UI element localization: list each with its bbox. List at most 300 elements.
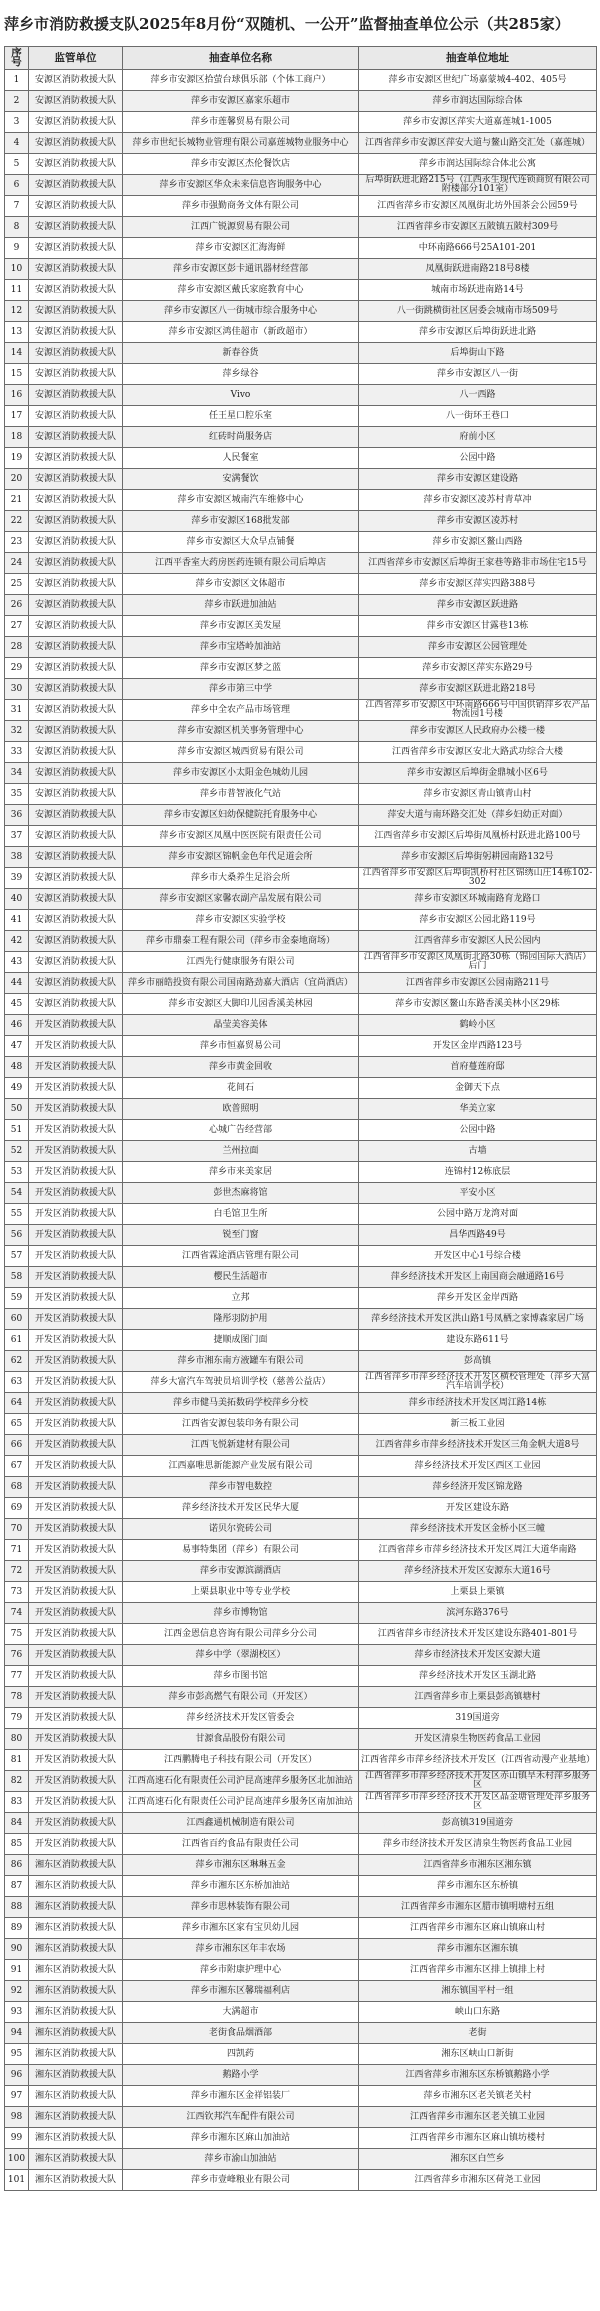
row-dept: 安源区消防救援大队: [29, 406, 123, 427]
row-dept: 开发区消防救援大队: [29, 1624, 123, 1645]
table-row: [5, 658, 597, 679]
row-unit-name: 晶莹美容美体: [123, 1015, 359, 1036]
table-row: [5, 1771, 597, 1792]
row-dept: 开发区消防救援大队: [29, 1540, 123, 1561]
row-index: 59: [5, 1288, 29, 1309]
row-dept: 安源区消防救援大队: [29, 742, 123, 763]
row-unit-name: 萍乡市湘东区馨瑞福利店: [123, 1981, 359, 2002]
row-address: 萍乡市安源区跃进北路218号: [359, 679, 597, 700]
table-row: [5, 1498, 597, 1519]
table-row: [5, 1330, 597, 1351]
table-row: [5, 2107, 597, 2128]
table-row: [5, 1939, 597, 1960]
table-row: [5, 1246, 597, 1267]
row-index: 79: [5, 1708, 29, 1729]
row-index: 92: [5, 1981, 29, 2002]
table-header-row: [5, 47, 597, 70]
table-row: [5, 91, 597, 112]
row-unit-name: 萍乡市博物馆: [123, 1603, 359, 1624]
row-unit-name: 上栗县职业中等专业学校: [123, 1582, 359, 1603]
table-row: [5, 721, 597, 742]
table-row: [5, 1813, 597, 1834]
row-dept: 开发区消防救援大队: [29, 1015, 123, 1036]
row-address: 彭高镇319国道旁: [359, 1813, 597, 1834]
row-dept: 安源区消防救援大队: [29, 721, 123, 742]
row-dept: 安源区消防救援大队: [29, 175, 123, 196]
table-row: [5, 217, 597, 238]
table-row: [5, 490, 597, 511]
table-row: [5, 1687, 597, 1708]
row-unit-name: 萍乡市湘东南方液罐车有限公司: [123, 1351, 359, 1372]
row-index: 5: [5, 154, 29, 175]
row-index: 30: [5, 679, 29, 700]
row-unit-name: 江西平香室大药房医药连锁有限公司后埠店: [123, 553, 359, 574]
row-address: 萍乡市安源区凌苏村青草冲: [359, 490, 597, 511]
row-dept: 开发区消防救援大队: [29, 1414, 123, 1435]
row-index: 41: [5, 910, 29, 931]
row-dept: 湘东区消防救援大队: [29, 2107, 123, 2128]
row-address: 公园中路: [359, 1120, 597, 1141]
table-row: [5, 700, 597, 721]
table-row: [5, 532, 597, 553]
row-unit-name: 萍乡市渝山加油站: [123, 2149, 359, 2170]
row-unit-name: 萍乡市安源区戴氏家庭教育中心: [123, 280, 359, 301]
row-unit-name: 诺贝尔瓷砖公司: [123, 1519, 359, 1540]
row-index: 10: [5, 259, 29, 280]
table-row: [5, 1750, 597, 1771]
row-index: 27: [5, 616, 29, 637]
row-address: 上栗县上栗镇: [359, 1582, 597, 1603]
table-row: [5, 847, 597, 868]
row-dept: 安源区消防救援大队: [29, 931, 123, 952]
row-index: 45: [5, 994, 29, 1015]
row-unit-name: 鹅路小学: [123, 2065, 359, 2086]
row-unit-name: 萍乡市湘东区琳琳五金: [123, 1855, 359, 1876]
row-dept: 开发区消防救援大队: [29, 1750, 123, 1771]
table-row: [5, 1036, 597, 1057]
table-row: [5, 1267, 597, 1288]
row-unit-name: 江西广锐源贸易有限公司: [123, 217, 359, 238]
row-address: 滨河东路376号: [359, 1603, 597, 1624]
row-dept: 湘东区消防救援大队: [29, 1939, 123, 1960]
table-row: [5, 2023, 597, 2044]
row-index: 38: [5, 847, 29, 868]
row-unit-name: 萍乡市安源区鸿佳超市（新政超市）: [123, 322, 359, 343]
row-address: 萍乡经济技术开发区玉湖北路: [359, 1666, 597, 1687]
row-unit-name: 萍乡市强勤商务文体有限公司: [123, 196, 359, 217]
row-address: 湘东镇国平村一组: [359, 1981, 597, 2002]
row-dept: 湘东区消防救援大队: [29, 2128, 123, 2149]
row-dept: 安源区消防救援大队: [29, 238, 123, 259]
row-index: 36: [5, 805, 29, 826]
row-dept: 开发区消防救援大队: [29, 1057, 123, 1078]
row-address: 萍乡市安源区公园北路119号: [359, 910, 597, 931]
row-index: 55: [5, 1204, 29, 1225]
row-index: 50: [5, 1099, 29, 1120]
row-unit-name: 江西高速石化有限责任公司沪昆高速萍乡服务区北加油站: [123, 1771, 359, 1792]
row-dept: 安源区消防救援大队: [29, 532, 123, 553]
row-unit-name: 萍乡市安源区妇幼保健院托育服务中心: [123, 805, 359, 826]
table-row: [5, 1708, 597, 1729]
row-unit-name: 萍乡市湘东区东桥加油站: [123, 1876, 359, 1897]
row-dept: 开发区消防救援大队: [29, 1666, 123, 1687]
row-index: 98: [5, 2107, 29, 2128]
row-unit-name: 萍乡市安源区华众未来信息咨询服务中心: [123, 175, 359, 196]
table-row: [5, 1141, 597, 1162]
table-row: [5, 1183, 597, 1204]
row-dept: 安源区消防救援大队: [29, 973, 123, 994]
row-dept: 湘东区消防救援大队: [29, 1855, 123, 1876]
row-dept: 安源区消防救援大队: [29, 553, 123, 574]
table-row: [5, 910, 597, 931]
table-row: [5, 2002, 597, 2023]
page-title: 萍乡市消防救援支队2025年8月份“双随机、一公开”监督抽查单位公示（共285家）: [4, 14, 570, 33]
row-dept: 安源区消防救援大队: [29, 910, 123, 931]
row-unit-name: 新春谷货: [123, 343, 359, 364]
row-index: 101: [5, 2170, 29, 2191]
table-row: [5, 1477, 597, 1498]
table-row: [5, 1624, 597, 1645]
row-index: 25: [5, 574, 29, 595]
row-dept: 湘东区消防救援大队: [29, 2170, 123, 2191]
row-address: 萍乡市安源区青山镇青山村: [359, 784, 597, 805]
row-index: 18: [5, 427, 29, 448]
table-row: [5, 2149, 597, 2170]
row-unit-name: 萍乡市湘东区麻山加油站: [123, 2128, 359, 2149]
row-dept: 开发区消防救援大队: [29, 1603, 123, 1624]
row-unit-name: 江西高速石化有限责任公司沪昆高速萍乡服务区南加油站: [123, 1792, 359, 1813]
row-address: 建设东路611号: [359, 1330, 597, 1351]
row-dept: 安源区消防救援大队: [29, 847, 123, 868]
row-address: 319国道旁: [359, 1708, 597, 1729]
row-address: 萍乡市安源区公园管理处: [359, 637, 597, 658]
table-body: [5, 70, 597, 2191]
row-dept: 开发区消防救援大队: [29, 1813, 123, 1834]
row-index: 54: [5, 1183, 29, 1204]
row-dept: 开发区消防救援大队: [29, 1708, 123, 1729]
row-dept: 湘东区消防救援大队: [29, 1876, 123, 1897]
row-index: 52: [5, 1141, 29, 1162]
row-index: 89: [5, 1918, 29, 1939]
table-row: [5, 1099, 597, 1120]
row-index: 88: [5, 1897, 29, 1918]
row-address: 江西省萍乡市萍乡经济技术开发区横校管理处（萍乡大富汽车培训学校）: [359, 1372, 597, 1393]
row-address: 萍乡经济技术开发区金桥小区三幢: [359, 1519, 597, 1540]
table-row: [5, 1582, 597, 1603]
row-unit-name: 萍乡市第三中学: [123, 679, 359, 700]
row-index: 35: [5, 784, 29, 805]
row-index: 81: [5, 1750, 29, 1771]
row-dept: 开发区消防救援大队: [29, 1204, 123, 1225]
row-index: 19: [5, 448, 29, 469]
row-index: 49: [5, 1078, 29, 1099]
row-dept: 安源区消防救援大队: [29, 805, 123, 826]
row-address: 江西省萍乡市安源区凤凰街北路30栋（锦园国际大酒店）后门: [359, 952, 597, 973]
row-dept: 安源区消防救援大队: [29, 700, 123, 721]
row-dept: 安源区消防救援大队: [29, 763, 123, 784]
table-row: [5, 2128, 597, 2149]
row-dept: 开发区消防救援大队: [29, 1477, 123, 1498]
table-row: [5, 1519, 597, 1540]
row-dept: 开发区消防救援大队: [29, 1687, 123, 1708]
row-unit-name: 江西省霖途酒店管理有限公司: [123, 1246, 359, 1267]
row-index: 39: [5, 868, 29, 889]
table-row: [5, 1435, 597, 1456]
row-unit-name: 江西省安源包装印务有限公司: [123, 1414, 359, 1435]
row-address: 萍乡市安源区跃进路: [359, 595, 597, 616]
row-dept: 安源区消防救援大队: [29, 322, 123, 343]
table-row: [5, 595, 597, 616]
row-unit-name: 兰州拉面: [123, 1141, 359, 1162]
row-address: 萍乡市安源区人民政府办公楼一楼: [359, 721, 597, 742]
row-unit-name: 江西鹏腾电子科技有限公司（开发区）: [123, 1750, 359, 1771]
row-index: 37: [5, 826, 29, 847]
row-index: 9: [5, 238, 29, 259]
row-dept: 湘东区消防救援大队: [29, 2002, 123, 2023]
row-unit-name: Vivo: [123, 385, 359, 406]
row-index: 96: [5, 2065, 29, 2086]
row-address: 江西省萍乡市安源区中环南路666号中国供销萍乡农产品物流园1号楼: [359, 700, 597, 721]
row-unit-name: 萍乡市普智液化气站: [123, 784, 359, 805]
header-dept: 监管单位: [29, 47, 123, 70]
row-index: 26: [5, 595, 29, 616]
row-unit-name: 萍乡市安源区彭卡通讯器材经营部: [123, 259, 359, 280]
row-address: 后埠街山下路: [359, 343, 597, 364]
row-index: 99: [5, 2128, 29, 2149]
row-dept: 湘东区消防救援大队: [29, 1897, 123, 1918]
table-row: [5, 679, 597, 700]
row-index: 29: [5, 658, 29, 679]
row-dept: 开发区消防救援大队: [29, 1582, 123, 1603]
row-address: 萍乡市安源区萍实东路29号: [359, 658, 597, 679]
table-row: [5, 1393, 597, 1414]
row-index: 16: [5, 385, 29, 406]
table-row: [5, 637, 597, 658]
row-unit-name: 萍乡市智电数控: [123, 1477, 359, 1498]
row-unit-name: 萍乡市黄金回收: [123, 1057, 359, 1078]
row-dept: 安源区消防救援大队: [29, 280, 123, 301]
table-row: [5, 1015, 597, 1036]
row-address: 萍乡市安源区萍实大道嘉莲城1-1005: [359, 112, 597, 133]
row-unit-name: 萍乡中学（翠湖校区）: [123, 1645, 359, 1666]
table-row: [5, 448, 597, 469]
row-dept: 湘东区消防救援大队: [29, 2023, 123, 2044]
row-unit-name: 欧普照明: [123, 1099, 359, 1120]
row-address: 萍乡市安源区凌苏村: [359, 511, 597, 532]
table-row: [5, 763, 597, 784]
table-row: [5, 469, 597, 490]
row-dept: 安源区消防救援大队: [29, 154, 123, 175]
row-address: 老街: [359, 2023, 597, 2044]
row-dept: 湘东区消防救援大队: [29, 2044, 123, 2065]
row-index: 70: [5, 1519, 29, 1540]
row-dept: 安源区消防救援大队: [29, 889, 123, 910]
row-address: 萍乡市安源区环城南路育龙路口: [359, 889, 597, 910]
row-dept: 安源区消防救援大队: [29, 133, 123, 154]
row-index: 24: [5, 553, 29, 574]
row-address: 萍乡经济技术开发区西区工业园: [359, 1456, 597, 1477]
table-row: [5, 868, 597, 889]
row-address: 八一街跳横街社区居委会城南市场509号: [359, 301, 597, 322]
table-row: [5, 343, 597, 364]
row-address: 萍乡市湘东区湘东镇: [359, 1939, 597, 1960]
row-index: 42: [5, 931, 29, 952]
row-unit-name: 萍乡市丽皓投资有限公司国南路劲嘉大酒店（宜尚酒店）: [123, 973, 359, 994]
row-index: 3: [5, 112, 29, 133]
row-dept: 开发区消防救援大队: [29, 1792, 123, 1813]
row-address: 萍乡经济技术开发区上南国商会融通路16号: [359, 1267, 597, 1288]
row-index: 21: [5, 490, 29, 511]
row-unit-name: 萍乡市安源区美发屋: [123, 616, 359, 637]
row-address: 萍乡市安源区甘露巷13栋: [359, 616, 597, 637]
row-address: 江西省萍乡市湘东区湘东镇: [359, 1855, 597, 1876]
table-row: [5, 1603, 597, 1624]
row-address: 开发区清泉生物医药食品工业园: [359, 1729, 597, 1750]
row-index: 72: [5, 1561, 29, 1582]
row-index: 95: [5, 2044, 29, 2065]
table-row: [5, 511, 597, 532]
row-index: 80: [5, 1729, 29, 1750]
row-dept: 安源区消防救援大队: [29, 574, 123, 595]
table-row: [5, 1225, 597, 1246]
row-dept: 开发区消防救援大队: [29, 1561, 123, 1582]
row-unit-name: 萍乡市思林装饰有限公司: [123, 1897, 359, 1918]
row-address: 萍乡经济技术开发区洪山路1号凤栖之家博森家居广场: [359, 1309, 597, 1330]
table-row: [5, 574, 597, 595]
row-dept: 安源区消防救援大队: [29, 490, 123, 511]
row-index: 83: [5, 1792, 29, 1813]
table-row: [5, 1666, 597, 1687]
row-dept: 湘东区消防救援大队: [29, 1960, 123, 1981]
row-unit-name: 萍乡经济技术开发区管委会: [123, 1708, 359, 1729]
row-dept: 湘东区消防救援大队: [29, 1981, 123, 2002]
row-address: 萍乡市安源区萍实四路388号: [359, 574, 597, 595]
table-row: [5, 1792, 597, 1813]
row-address: 江西省萍乡市萍乡经济技术开发区赤山镇旱禾村萍乡服务区: [359, 1771, 597, 1792]
row-dept: 开发区消防救援大队: [29, 1729, 123, 1750]
table-row: [5, 805, 597, 826]
row-unit-name: 老街食品烟酒部: [123, 2023, 359, 2044]
row-address: 连锦村12栋底层: [359, 1162, 597, 1183]
table-row: [5, 1351, 597, 1372]
row-dept: 开发区消防救援大队: [29, 1309, 123, 1330]
table-row: [5, 1120, 597, 1141]
row-address: 江西省萍乡市湘东区麻山镇麻山村: [359, 1918, 597, 1939]
row-index: 84: [5, 1813, 29, 1834]
row-address: 湘东区峡山口新街: [359, 2044, 597, 2065]
row-unit-name: 江西飞悦新建材有限公司: [123, 1435, 359, 1456]
row-unit-name: 萍乡市安源区汇海海鲜: [123, 238, 359, 259]
row-address: 江西省萍乡市萍乡经济技术开发区周江大道华南路: [359, 1540, 597, 1561]
row-address: 萍乡市经济技术开发区清泉生物医药食品工业园: [359, 1834, 597, 1855]
row-dept: 安源区消防救援大队: [29, 784, 123, 805]
row-dept: 开发区消防救援大队: [29, 1267, 123, 1288]
row-dept: 开发区消防救援大队: [29, 1498, 123, 1519]
row-dept: 开发区消防救援大队: [29, 1183, 123, 1204]
row-unit-name: 安满餐饮: [123, 469, 359, 490]
row-unit-name: 萍乡市湘东区年丰农场: [123, 1939, 359, 1960]
row-address: 江西省萍乡市安源区萍安大道与鳌山路交汇处（嘉莲城）: [359, 133, 597, 154]
row-address: 华美立家: [359, 1099, 597, 1120]
table-row: [5, 1729, 597, 1750]
row-unit-name: 萍乡市壹峰粮业有限公司: [123, 2170, 359, 2191]
row-dept: 安源区消防救援大队: [29, 196, 123, 217]
row-dept: 开发区消防救援大队: [29, 1393, 123, 1414]
row-unit-name: 江西鑫通机械制造有限公司: [123, 1813, 359, 1834]
row-index: 87: [5, 1876, 29, 1897]
row-unit-name: 隆彤羽防护用: [123, 1309, 359, 1330]
table-row: [5, 1078, 597, 1099]
row-address: 江西省萍乡市湘东区老关镇工业园: [359, 2107, 597, 2128]
row-address: 萍乡市安源区鳌山东路香溪美林小区29栋: [359, 994, 597, 1015]
row-address: 昌华西路49号: [359, 1225, 597, 1246]
row-address: 萍安大道与南环路交汇处（萍乡妇幼正对面）: [359, 805, 597, 826]
row-index: 100: [5, 2149, 29, 2170]
header-name: 抽查单位名称: [123, 47, 359, 70]
row-dept: 安源区消防救援大队: [29, 952, 123, 973]
table-row: [5, 196, 597, 217]
table-row: [5, 952, 597, 973]
row-index: 6: [5, 175, 29, 196]
row-address: 江西省萍乡市上栗县彭高镇塘村: [359, 1687, 597, 1708]
row-address: 萍乡市安源区八一街: [359, 364, 597, 385]
row-address: 首府蔓莲府邸: [359, 1057, 597, 1078]
row-index: 32: [5, 721, 29, 742]
row-index: 73: [5, 1582, 29, 1603]
row-dept: 安源区消防救援大队: [29, 826, 123, 847]
row-address: 公园中路万龙湾对面: [359, 1204, 597, 1225]
table-row: [5, 1918, 597, 1939]
inspection-table: [4, 46, 597, 2191]
row-address: 萍乡市安源区后埠街跃进北路: [359, 322, 597, 343]
row-unit-name: 萍乡市安源区梦之蓝: [123, 658, 359, 679]
row-unit-name: 心城广告经营部: [123, 1120, 359, 1141]
row-address: 江西省萍乡市湘东区东桥镇鹅路小学: [359, 2065, 597, 2086]
row-unit-name: 白毛馆卫生所: [123, 1204, 359, 1225]
row-address: 鹤岭小区: [359, 1015, 597, 1036]
row-unit-name: 萍乡市彭高燃气有限公司（开发区）: [123, 1687, 359, 1708]
row-index: 75: [5, 1624, 29, 1645]
row-address: 萍乡经济技术开发区安源东大道16号: [359, 1561, 597, 1582]
row-address: 开发区中心1号综合楼: [359, 1246, 597, 1267]
row-dept: 开发区消防救援大队: [29, 1036, 123, 1057]
row-dept: 安源区消防救援大队: [29, 595, 123, 616]
row-unit-name: 萍乡市安源区机关事务管理中心: [123, 721, 359, 742]
row-index: 74: [5, 1603, 29, 1624]
row-dept: 开发区消防救援大队: [29, 1288, 123, 1309]
table-row: [5, 1876, 597, 1897]
row-index: 67: [5, 1456, 29, 1477]
row-unit-name: 萍乡市宝塔岭加油站: [123, 637, 359, 658]
row-index: 85: [5, 1834, 29, 1855]
row-unit-name: 樱民生活超市: [123, 1267, 359, 1288]
row-unit-name: 萍乡经济技术开发区民华大厦: [123, 1498, 359, 1519]
row-dept: 安源区消防救援大队: [29, 427, 123, 448]
row-unit-name: 任王星口腔乐室: [123, 406, 359, 427]
row-unit-name: 萍乡市安源区凤凰中医医院有限责任公司: [123, 826, 359, 847]
row-unit-name: 大满超市: [123, 2002, 359, 2023]
row-index: 20: [5, 469, 29, 490]
row-unit-name: 花间石: [123, 1078, 359, 1099]
table-row: [5, 1561, 597, 1582]
row-address: 金御天下点: [359, 1078, 597, 1099]
table-row: [5, 1645, 597, 1666]
row-dept: 安源区消防救援大队: [29, 70, 123, 91]
row-address: 中环南路666号25A101-201: [359, 238, 597, 259]
row-index: 57: [5, 1246, 29, 1267]
row-unit-name: 易事特集团（萍乡）有限公司: [123, 1540, 359, 1561]
row-dept: 安源区消防救援大队: [29, 364, 123, 385]
